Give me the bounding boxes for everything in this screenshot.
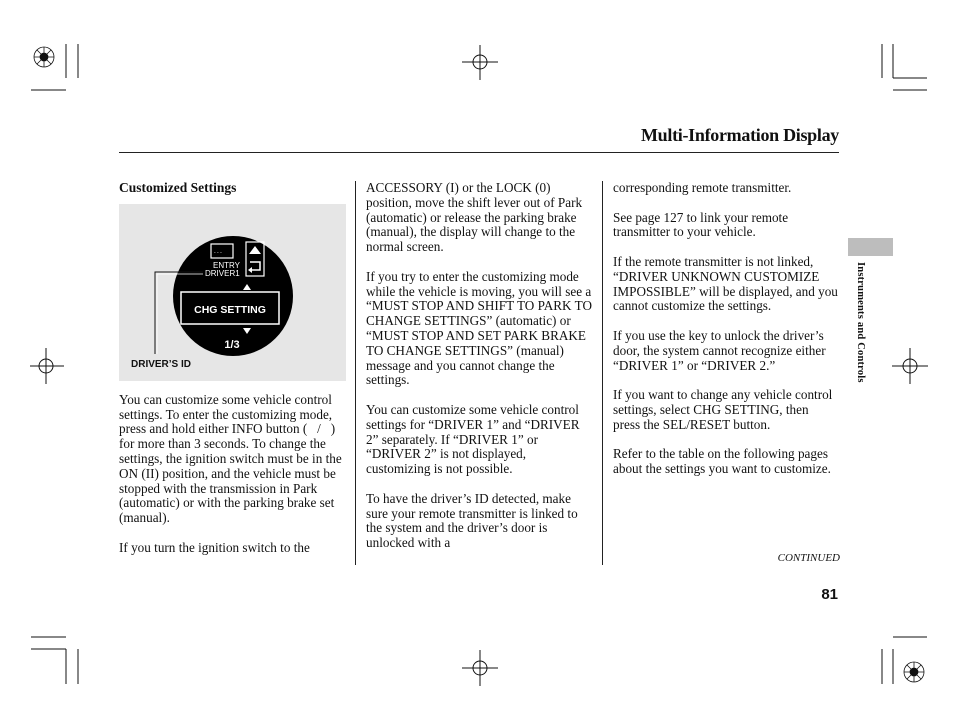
- display-line-driver: DRIVER1: [205, 268, 240, 278]
- section-tab: [848, 238, 893, 256]
- paragraph: If the remote transmitter is not linked, “DRIVER UNKNOWN CUSTOMIZE IMPOSSIBLE” will be displayed, and you cannot customize the settings.: [613, 253, 838, 314]
- paragraph: corresponding remote transmitter.: [613, 180, 792, 195]
- page-number: 81: [821, 586, 838, 603]
- paragraph: If you turn the ignition switch to the: [119, 539, 310, 555]
- section-tab-label: Instruments and Controls: [855, 262, 866, 383]
- header-rule: [119, 152, 839, 153]
- display-line-entry: ENTRY: [213, 260, 240, 270]
- paragraph: ACCESSORY (I) or the LOCK (0) position, move the shift lever out of Park (automatic) or release the parking brake (manual), the display will change to the normal screen.: [366, 180, 583, 255]
- column-2: [366, 181, 592, 566]
- display-figure: [119, 204, 346, 381]
- paragraph: Refer to the table on the following pages about the settings you want to customize.: [613, 446, 831, 477]
- svg-text:- - -: - - -: [214, 249, 222, 256]
- display-illustration: [119, 204, 346, 381]
- page-indicator: 1/3: [224, 338, 240, 351]
- continued-label: CONTINUED: [777, 552, 840, 564]
- column-3: [613, 181, 838, 492]
- section-heading: Customized Settings: [119, 180, 237, 195]
- paragraph: See page 127 to link your remote transmitter to your vehicle.: [613, 209, 789, 240]
- paragraph: You can customize some vehicle control settings for “DRIVER 1” and “DRIVER 2” separately. If “DRIVER 1” or “DRIVER 2” is not displayed, customizing is not possible.: [366, 401, 580, 477]
- registration-starburst-top: [34, 47, 54, 67]
- registration-starburst-bottom: [904, 662, 924, 682]
- column-divider: [355, 181, 356, 565]
- drivers-id-label: DRIVER’S ID: [131, 358, 192, 370]
- paragraph: You can customize some vehicle control settings. To enter the customizing mode, press and hold either INFO button ( / ) for more than 3 seconds. To change the settings, the ignition switch must be in the ON (II) position, and the vehicle must be stopped with the transmission in Park (automatic) or with the parking brake set (manual).: [119, 391, 342, 526]
- column-1: [119, 181, 347, 570]
- chg-setting-label: CHG SETTING: [194, 303, 266, 316]
- page-title: Multi-Information Display: [640, 125, 839, 145]
- paragraph: If you try to enter the customizing mode while the vehicle is moving, you will see a “MUST STOP AND SHIFT TO PARK TO CHANGE SETTINGS” (automatic) or “MUST STOP AND SET PARK BRAKE TO CHANGE SETTINGS” (manual) message and you cannot change the settings.: [366, 268, 592, 388]
- column-divider: [602, 181, 603, 565]
- paragraph: To have the driver’s ID detected, make sure your remote transmitter is linked to the system and the driver’s door is unlocked with a: [366, 490, 578, 551]
- paragraph: If you want to change any vehicle control settings, select CHG SETTING, then press the SEL/RESET button.: [613, 387, 833, 432]
- paragraph: If you use the key to unlock the driver’s door, the system cannot recognize either “DRIVER 1” or “DRIVER 2.”: [613, 327, 826, 373]
